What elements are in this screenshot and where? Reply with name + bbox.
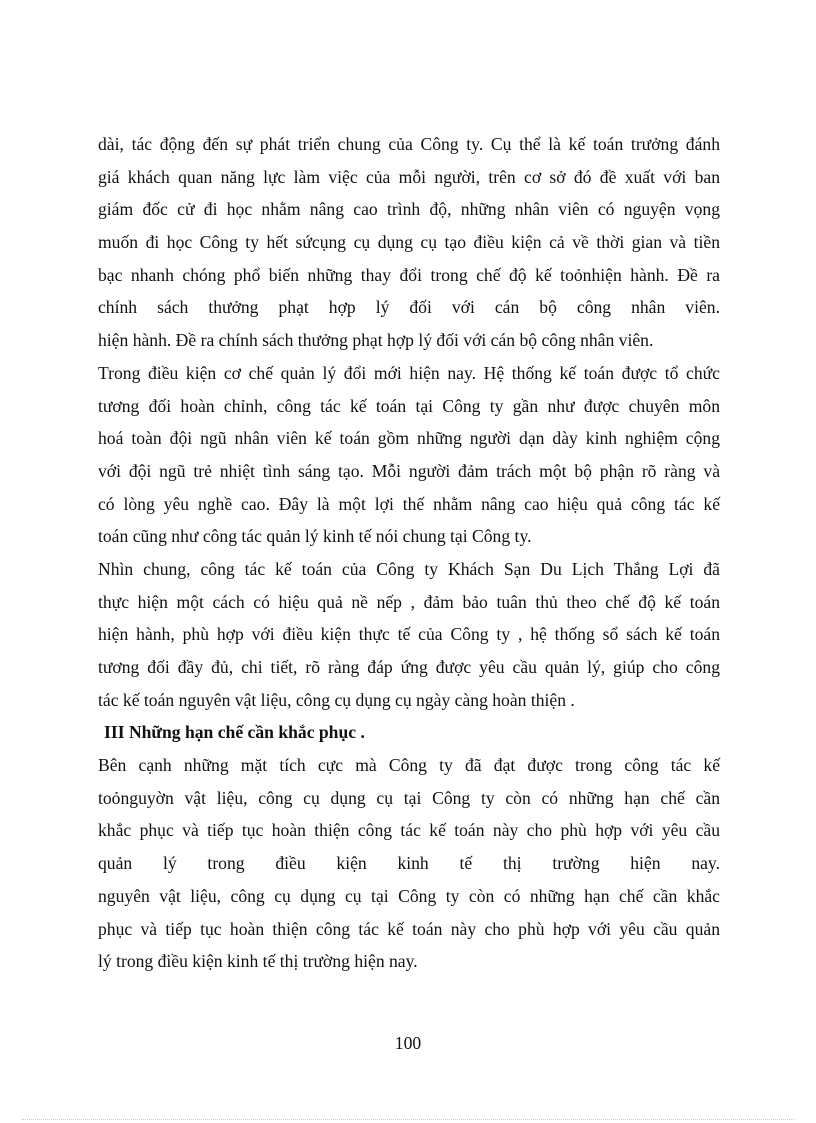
text-line: hiện hành. Đề ra chính sách thưởng phạt hợp lý đối với cán bộ công nhân viên.	[98, 330, 654, 351]
text-line: Trong điều kiện cơ chế quản lý đổi mới hiện nay. Hệ thống kế toán được tổ chức	[98, 362, 720, 383]
text-line: Nhìn chung, công tác kế toán của Công ty Khách Sạn Du Lịch Thắng Lợi đã	[98, 558, 720, 579]
text-line: muốn đi học Công ty hết sứcụng cụ dụng cụ tạo điều kiện cả về thời gian và tiền	[98, 232, 720, 253]
text-line: khắc phục và tiếp tục hoàn thiện công tác kế toán này cho phù hợp với yêu cầu	[98, 820, 720, 841]
text-line: có lòng yêu nghề cao. Đây là một lợi thế nhằm nâng cao hiệu quả công tác kế	[98, 493, 720, 514]
text-line: tương đối hoàn chỉnh, công tác kế toán tại Công ty gần như được chuyên môn	[98, 395, 720, 416]
text-line: lý trong điều kiện kinh tế thị trường hiện nay.	[98, 951, 418, 972]
text-line: toỏnguyờn vật liệu, công cụ dụng cụ tại Công ty còn có những hạn chế cần	[98, 787, 720, 808]
text-line: hiện hành, phù hợp với điều kiện thực tế của Công ty , hệ thống sổ sách kế toán	[98, 624, 720, 645]
text-line: bạc nhanh chóng phổ biến những thay đổi trong chế độ kế toỏnhiện hành. Đề ra	[98, 264, 720, 285]
text-line: giám đốc cử đi học nhằm nâng cao trình độ, những nhân viên có nguyện vọng	[98, 199, 720, 220]
page-number: 100	[394, 1033, 422, 1053]
body-text	[98, 128, 720, 978]
text-line: tương đối đầy đủ, chi tiết, rõ ràng đáp ứng được yêu cầu quản lý, giúp cho công	[98, 657, 720, 677]
footer-divider	[22, 1119, 794, 1120]
text-line: nguyên vật liệu, công cụ dụng cụ tại Công ty còn có những hạn chế cần khắc	[98, 885, 720, 906]
text-line: phục và tiếp tục hoàn thiện công tác kế toán này cho phù hợp với yêu cầu quản	[98, 918, 720, 939]
section-heading: III Những hạn chế cần khắc phục .	[104, 722, 365, 743]
text-line: với đội ngũ trẻ nhiệt tình sáng tạo. Mỗi người đảm trách một bộ phận rõ ràng và	[98, 460, 720, 481]
text-line: thực hiện một cách có hiệu quả nề nếp , đảm bảo tuân thủ theo chế độ kế toán	[98, 591, 720, 612]
text-line: hoá toàn đội ngũ nhân viên kế toán gồm những người dạn dày kinh nghiệm cộng	[98, 428, 720, 449]
text-line: tác kế toán nguyên vật liệu, công cụ dụng cụ ngày càng hoàn thiện .	[98, 689, 575, 710]
text-line: toán cũng như công tác quản lý kinh tế nói chung tại Công ty.	[98, 526, 532, 547]
text-line: dài, tác động đến sự phát triển chung của Công ty. Cụ thể là kế toán trưởng đánh	[98, 134, 720, 154]
text-line: chính sách thưởng phạt hợp lý đối với cán bộ công nhân viên.	[98, 297, 720, 318]
text-line: quản lý trong điều kiện kinh tế thị trường hiện nay.	[98, 853, 720, 874]
text-line: giá khách quan năng lực làm việc của mỗi người, trên cơ sở đó đề xuất với ban	[98, 166, 720, 187]
text-line: Bên cạnh những mặt tích cực mà Công ty đã đạt được trong công tác kế	[98, 755, 720, 776]
